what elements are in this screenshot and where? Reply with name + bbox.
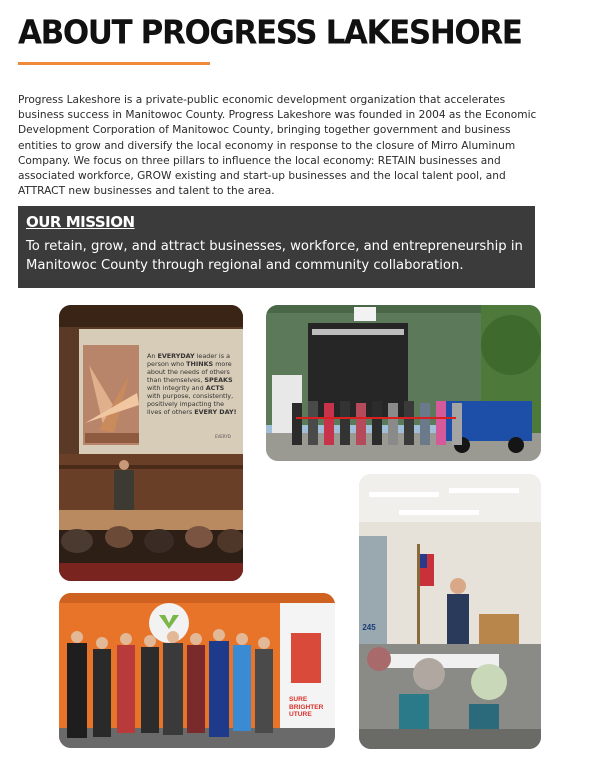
slide-text: An EVERYDAY leader is a person who THINKS more about the needs of others than themselves, SPEAKS with integrity and ACTS with purpose, consistently, positively impacting the lives of others EVERY DAY!	[147, 352, 237, 416]
mission-box	[18, 206, 535, 288]
ribbon-cutting-photo	[266, 305, 541, 461]
mission-text: To retain, grow, and attract businesses, workforce, and entrepreneurship in Manitowoc County through regional and community collaboration.	[26, 239, 523, 273]
ymca-group-photo	[59, 593, 335, 748]
title-underline	[18, 62, 210, 65]
mission-heading: OUR MISSION	[26, 213, 135, 231]
slide-footer: EVERYD	[215, 434, 231, 439]
intro-paragraph: Progress Lakeshore is a private-public economic development organization that accelerates business success in Manitowoc County. Progress Lakeshore was founded in 2004 as the Economic Development Corporation of Manitowoc County, bringing together government and business entities to grow and diversify the local economy in response to the closure of Mirro Aluminum Company. We focus on three pillars to influence the local economy: RETAIN businesses and associated workforce, GROW existing and start-up businesses and the local talent pool, and ATTRACT new businesses and talent to the area.	[18, 94, 537, 198]
page-title: ABOUT PROGRESS LAKESHORE	[18, 14, 522, 52]
banner-text: SURE BRIGHTER UTURE	[289, 696, 324, 718]
auditorium-photo	[59, 305, 243, 581]
meeting-room-photo	[359, 474, 541, 749]
room-sign-text: 245	[362, 623, 376, 632]
